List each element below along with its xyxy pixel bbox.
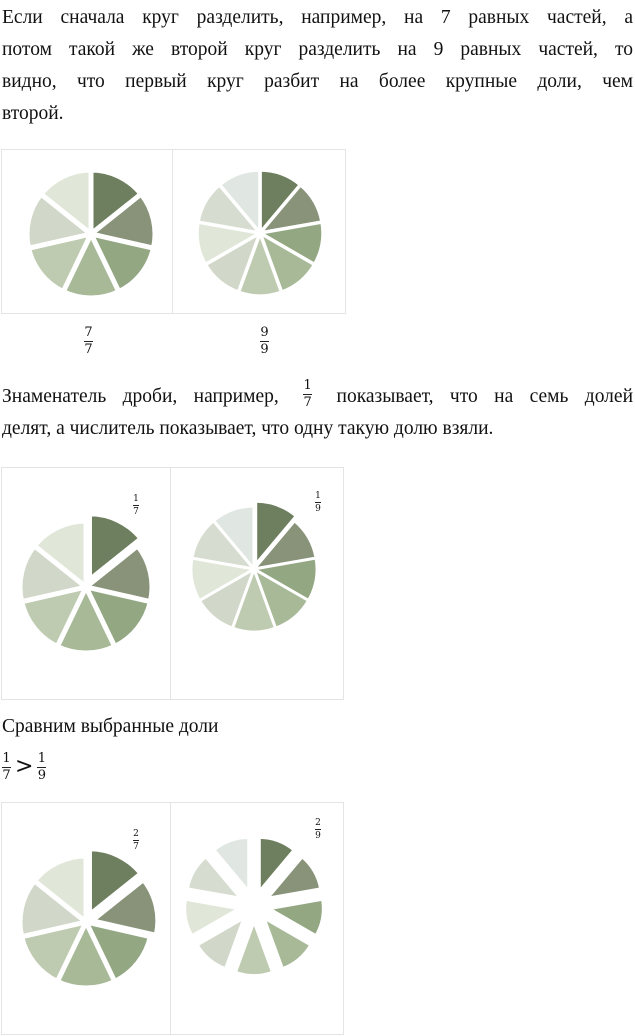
numerator: 1 [303,377,312,393]
denominator: 9 [315,504,321,514]
fraction-bar [315,829,321,830]
paragraph-intro [2,2,633,130]
greater-than-sign: > [15,754,34,780]
pie-chart-two-parts [2,803,345,1036]
numerator: 1 [2,751,11,766]
paragraph-denominator [2,377,634,445]
numerator: 7 [84,325,93,340]
label-two-ninths [315,818,321,841]
denominator: 7 [2,768,11,784]
text: показывает, что на семь долей [336,386,634,407]
denominator: 7 [84,342,93,358]
numerator: 2 [133,829,139,839]
pie-sevenths [27,170,155,298]
numerator: 1 [133,494,139,504]
figure-one-part [1,467,344,700]
text-line: видно, что первый круг разбит на более крупные доли, чем [2,71,633,92]
pie-chart-one-part [2,468,345,701]
pie-sevenths-two-exploded [20,849,158,988]
fraction-bar [133,505,139,506]
label-one-ninth [315,491,321,514]
denominator: 9 [260,342,269,358]
text-line [2,377,634,413]
fraction-bar [133,840,139,841]
numerator: 1 [315,491,321,501]
text: Знаменатель дроби, например, [2,386,279,407]
text-line: делят, а числитель показывает, что одну такую долю взяли. [2,418,494,439]
text-line: Сравним выбранные доли [2,716,219,737]
numerator: 9 [260,325,269,340]
figure-two-parts [1,802,344,1035]
fraction-bar [315,502,321,503]
paragraph-compare [2,711,633,743]
pie-ninths-one-exploded [191,501,317,632]
numerator: 1 [37,751,47,766]
denominator: 7 [133,507,139,517]
caption-nine-ninths [260,326,269,357]
label-one-seventh [133,494,139,517]
denominator: 9 [315,831,321,841]
caption-seven-sevenths [84,326,93,357]
pie-chart-sevenths-and-ninths [2,150,347,315]
label-two-sevenths [133,829,139,852]
pie-ninths-all-exploded [184,837,324,976]
numerator: 2 [315,818,321,828]
comparison-expression [2,752,46,783]
figure-whole-circles [1,149,346,314]
text-line: потом такой же второй круг разделить на 9 равных частей, то [2,39,633,60]
pie-sevenths-one-exploded [20,514,152,653]
pie-ninths [197,170,323,296]
denominator: 7 [303,395,312,411]
fraction-one-seventh [303,379,312,410]
fraction-one-ninth [37,752,46,783]
text-line: Если сначала круг разделить, например, на 7 равных частей, а [2,7,633,28]
denominator: 9 [37,768,47,784]
fraction-one-seventh [2,752,11,783]
text-line: второй. [2,103,64,124]
denominator: 7 [133,842,139,852]
